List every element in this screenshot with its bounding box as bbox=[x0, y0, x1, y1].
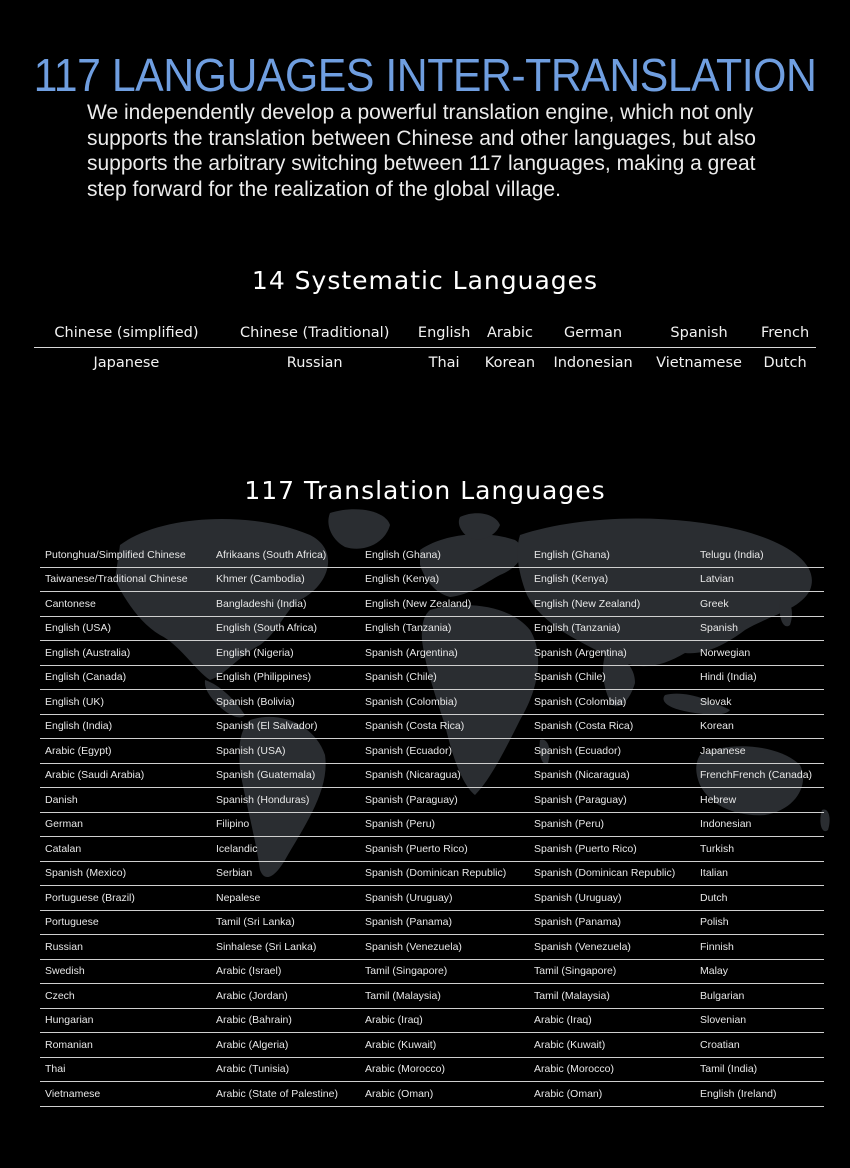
translation-language-cell: Spanish (Dominican Republic) bbox=[360, 861, 529, 886]
systematic-languages-title: 14 Systematic Languages bbox=[251, 266, 599, 295]
translation-language-cell: Greek bbox=[695, 592, 824, 617]
translation-language-cell: Arabic (Oman) bbox=[360, 1082, 529, 1107]
translation-row bbox=[40, 886, 824, 911]
translation-language-cell: Serbian bbox=[211, 861, 360, 886]
translation-language-cell: Spanish (Venezuela) bbox=[360, 935, 529, 960]
translation-language-cell: Tamil (Sri Lanka) bbox=[211, 910, 360, 935]
translation-language-cell: Hungarian bbox=[40, 1008, 211, 1033]
translation-language-cell: Korean bbox=[695, 714, 824, 739]
translation-language-cell: Arabic (State of Palestine) bbox=[211, 1082, 360, 1107]
translation-language-cell: English (Ireland) bbox=[695, 1082, 824, 1107]
translation-language-cell: Spanish (Uruguay) bbox=[360, 886, 529, 911]
translation-row bbox=[40, 763, 824, 788]
translation-language-cell: Bangladeshi (India) bbox=[211, 592, 360, 617]
translation-row bbox=[40, 935, 824, 960]
translation-language-cell: Spanish (Puerto Rico) bbox=[529, 837, 695, 862]
translation-language-cell: Nepalese bbox=[211, 886, 360, 911]
translation-language-cell: German bbox=[40, 812, 211, 837]
translation-language-cell: English (Nigeria) bbox=[211, 641, 360, 666]
translation-row bbox=[40, 959, 824, 984]
translation-row bbox=[40, 1008, 824, 1033]
translation-language-cell: Spanish (Nicaragua) bbox=[360, 763, 529, 788]
translation-language-cell: Spanish (Ecuador) bbox=[529, 739, 695, 764]
translation-language-cell: English (UK) bbox=[40, 690, 211, 715]
translation-language-cell: Spanish (Panama) bbox=[360, 910, 529, 935]
systematic-language-cell: French bbox=[754, 318, 816, 348]
translation-language-cell: Arabic (Iraq) bbox=[529, 1008, 695, 1033]
translation-language-cell: Czech bbox=[40, 984, 211, 1009]
translation-language-cell: Spanish (Peru) bbox=[529, 812, 695, 837]
translation-row bbox=[40, 861, 824, 886]
translation-language-cell: Sinhalese (Sri Lanka) bbox=[211, 935, 360, 960]
translation-language-cell: Taiwanese/Traditional Chinese bbox=[40, 567, 211, 592]
translation-language-cell: Romanian bbox=[40, 1033, 211, 1058]
translation-language-cell: Hebrew bbox=[695, 788, 824, 813]
translation-language-cell: Spanish (Dominican Republic) bbox=[529, 861, 695, 886]
translation-language-cell: Polish bbox=[695, 910, 824, 935]
translation-language-cell: Telugu (India) bbox=[695, 543, 824, 567]
translation-language-cell: Portuguese (Brazil) bbox=[40, 886, 211, 911]
translation-language-cell: Turkish bbox=[695, 837, 824, 862]
translation-language-cell: English (Ghana) bbox=[529, 543, 695, 567]
translation-language-cell: Spanish (Argentina) bbox=[360, 641, 529, 666]
translation-row bbox=[40, 984, 824, 1009]
translation-language-cell: Arabic (Morocco) bbox=[529, 1057, 695, 1082]
translation-language-cell: Arabic (Algeria) bbox=[211, 1033, 360, 1058]
translation-language-cell: Spanish (Costa Rica) bbox=[360, 714, 529, 739]
translation-languages-table bbox=[40, 543, 824, 1107]
translation-language-cell: English (Tanzania) bbox=[529, 616, 695, 641]
translation-language-cell: Slovak bbox=[695, 690, 824, 715]
translation-row bbox=[40, 641, 824, 666]
translation-language-cell: Icelandic bbox=[211, 837, 360, 862]
systematic-language-cell: Korean bbox=[484, 354, 536, 371]
translation-language-cell: Hindi (India) bbox=[695, 665, 824, 690]
translation-language-cell: Italian bbox=[695, 861, 824, 886]
translation-language-cell: Spanish (Nicaragua) bbox=[529, 763, 695, 788]
translation-language-cell: English (South Africa) bbox=[211, 616, 360, 641]
intro-text: We independently develop a powerful translation engine, which not only supports the translation between Chinese and other languages, but also supports the arbitrary switching between 117 languages, making a great step forward for the realization of the global village. bbox=[87, 101, 756, 201]
translation-language-cell: Tamil (Malaysia) bbox=[529, 984, 695, 1009]
translation-language-cell: English (Kenya) bbox=[360, 567, 529, 592]
translation-language-cell: English (New Zealand) bbox=[360, 592, 529, 617]
translation-language-cell: Dutch bbox=[695, 886, 824, 911]
translation-language-cell: Spanish (Panama) bbox=[529, 910, 695, 935]
translation-language-cell: Swedish bbox=[40, 959, 211, 984]
translation-language-cell: English (India) bbox=[40, 714, 211, 739]
translation-language-cell: Arabic (Oman) bbox=[529, 1082, 695, 1107]
translation-language-cell: Arabic (Tunisia) bbox=[211, 1057, 360, 1082]
translation-row bbox=[40, 739, 824, 764]
translation-language-cell: Spanish (Mexico) bbox=[40, 861, 211, 886]
translation-language-cell: Arabic (Bahrain) bbox=[211, 1008, 360, 1033]
translation-language-cell: Putonghua/Simplified Chinese bbox=[40, 543, 211, 567]
translation-language-cell: Spanish (Bolivia) bbox=[211, 690, 360, 715]
translation-language-cell: Vietnamese bbox=[40, 1082, 211, 1107]
translation-row bbox=[40, 812, 824, 837]
translation-language-cell: Arabic (Saudi Arabia) bbox=[40, 763, 211, 788]
translation-language-cell: Spanish (Colombia) bbox=[360, 690, 529, 715]
translation-row bbox=[40, 616, 824, 641]
translation-language-cell: Spanish bbox=[695, 616, 824, 641]
translation-row bbox=[40, 665, 824, 690]
systematic-language-cell: Thai bbox=[428, 354, 460, 371]
translation-language-cell: Spanish (USA) bbox=[211, 739, 360, 764]
translation-row bbox=[40, 1057, 824, 1082]
translation-row bbox=[40, 592, 824, 617]
translation-language-cell: Spanish (Guatemala) bbox=[211, 763, 360, 788]
systematic-row bbox=[34, 348, 816, 378]
translation-language-cell: Finnish bbox=[695, 935, 824, 960]
translation-language-cell: English (Tanzania) bbox=[360, 616, 529, 641]
translation-language-cell: Spanish (Uruguay) bbox=[529, 886, 695, 911]
translation-language-cell: Tamil (India) bbox=[695, 1057, 824, 1082]
translation-language-cell: Spanish (Paraguay) bbox=[529, 788, 695, 813]
systematic-language-cell: Arabic bbox=[478, 318, 543, 348]
systematic-language-cell: Japanese bbox=[93, 354, 160, 371]
translation-language-cell: Spanish (Honduras) bbox=[211, 788, 360, 813]
translation-language-cell: Spanish (Venezuela) bbox=[529, 935, 695, 960]
translation-row bbox=[40, 1082, 824, 1107]
translation-language-cell: Arabic (Israel) bbox=[211, 959, 360, 984]
translation-language-cell: Latvian bbox=[695, 567, 824, 592]
translation-language-cell: Spanish (Colombia) bbox=[529, 690, 695, 715]
translation-language-cell: Arabic (Iraq) bbox=[360, 1008, 529, 1033]
translation-language-cell: Spanish (Peru) bbox=[360, 812, 529, 837]
systematic-language-cell: Russian bbox=[286, 354, 343, 371]
translation-language-cell: Arabic (Jordan) bbox=[211, 984, 360, 1009]
translation-language-cell: Arabic (Kuwait) bbox=[529, 1033, 695, 1058]
translation-row bbox=[40, 567, 824, 592]
translation-language-cell: Catalan bbox=[40, 837, 211, 862]
translation-language-cell: Danish bbox=[40, 788, 211, 813]
translation-language-cell: FrenchFrench (Canada) bbox=[695, 763, 824, 788]
translation-language-cell: English (USA) bbox=[40, 616, 211, 641]
translation-language-cell: English (Philippines) bbox=[211, 665, 360, 690]
systematic-language-cell: Vietnamese bbox=[656, 354, 742, 371]
systematic-language-cell: Chinese (simplified) bbox=[34, 318, 219, 348]
headline: 117 LANGUAGES INTER-TRANSLATION bbox=[33, 49, 817, 101]
systematic-row bbox=[34, 318, 816, 348]
systematic-language-cell: Chinese (Traditional) bbox=[219, 318, 411, 348]
systematic-languages-table bbox=[34, 318, 816, 377]
translation-language-cell: Indonesian bbox=[695, 812, 824, 837]
translation-language-cell: Spanish (Chile) bbox=[529, 665, 695, 690]
translation-language-cell: Thai bbox=[40, 1057, 211, 1082]
translation-row bbox=[40, 788, 824, 813]
translation-language-cell: Malay bbox=[695, 959, 824, 984]
systematic-language-cell: German bbox=[542, 318, 644, 348]
translation-language-cell: Arabic (Egypt) bbox=[40, 739, 211, 764]
translation-language-cell: Bulgarian bbox=[695, 984, 824, 1009]
translation-language-cell: Portuguese bbox=[40, 910, 211, 935]
translation-language-cell: Arabic (Kuwait) bbox=[360, 1033, 529, 1058]
translation-language-cell: Cantonese bbox=[40, 592, 211, 617]
translation-language-cell: Slovenian bbox=[695, 1008, 824, 1033]
systematic-language-cell: English bbox=[411, 318, 478, 348]
translation-language-cell: Spanish (Chile) bbox=[360, 665, 529, 690]
translation-languages-title: 117 Translation Languages bbox=[244, 476, 606, 505]
translation-row bbox=[40, 1033, 824, 1058]
translation-language-cell: Spanish (Ecuador) bbox=[360, 739, 529, 764]
translation-language-cell: Spanish (Argentina) bbox=[529, 641, 695, 666]
translation-language-cell: Spanish (El Salvador) bbox=[211, 714, 360, 739]
translation-language-cell: Croatian bbox=[695, 1033, 824, 1058]
translation-language-cell: English (Canada) bbox=[40, 665, 211, 690]
translation-language-cell: Norwegian bbox=[695, 641, 824, 666]
systematic-language-cell: Indonesian bbox=[553, 354, 633, 371]
translation-language-cell: Japanese bbox=[695, 739, 824, 764]
translation-language-cell: Spanish (Paraguay) bbox=[360, 788, 529, 813]
translation-language-cell: Russian bbox=[40, 935, 211, 960]
translation-language-cell: Spanish (Puerto Rico) bbox=[360, 837, 529, 862]
translation-language-cell: English (New Zealand) bbox=[529, 592, 695, 617]
systematic-language-cell: Spanish bbox=[644, 318, 754, 348]
translation-language-cell: English (Ghana) bbox=[360, 543, 529, 567]
translation-language-cell: English (Australia) bbox=[40, 641, 211, 666]
translation-language-cell: Tamil (Malaysia) bbox=[360, 984, 529, 1009]
translation-language-cell: Tamil (Singapore) bbox=[529, 959, 695, 984]
translation-language-cell: Tamil (Singapore) bbox=[360, 959, 529, 984]
translation-row bbox=[40, 837, 824, 862]
translation-language-cell: Spanish (Costa Rica) bbox=[529, 714, 695, 739]
translation-language-cell: Filipino bbox=[211, 812, 360, 837]
translation-language-cell: Arabic (Morocco) bbox=[360, 1057, 529, 1082]
translation-language-cell: Afrikaans (South Africa) bbox=[211, 543, 360, 567]
translation-language-cell: Khmer (Cambodia) bbox=[211, 567, 360, 592]
translation-row bbox=[40, 543, 824, 567]
translation-row bbox=[40, 910, 824, 935]
translation-row bbox=[40, 690, 824, 715]
translation-row bbox=[40, 714, 824, 739]
translation-language-cell: English (Kenya) bbox=[529, 567, 695, 592]
systematic-language-cell: Dutch bbox=[763, 354, 807, 371]
